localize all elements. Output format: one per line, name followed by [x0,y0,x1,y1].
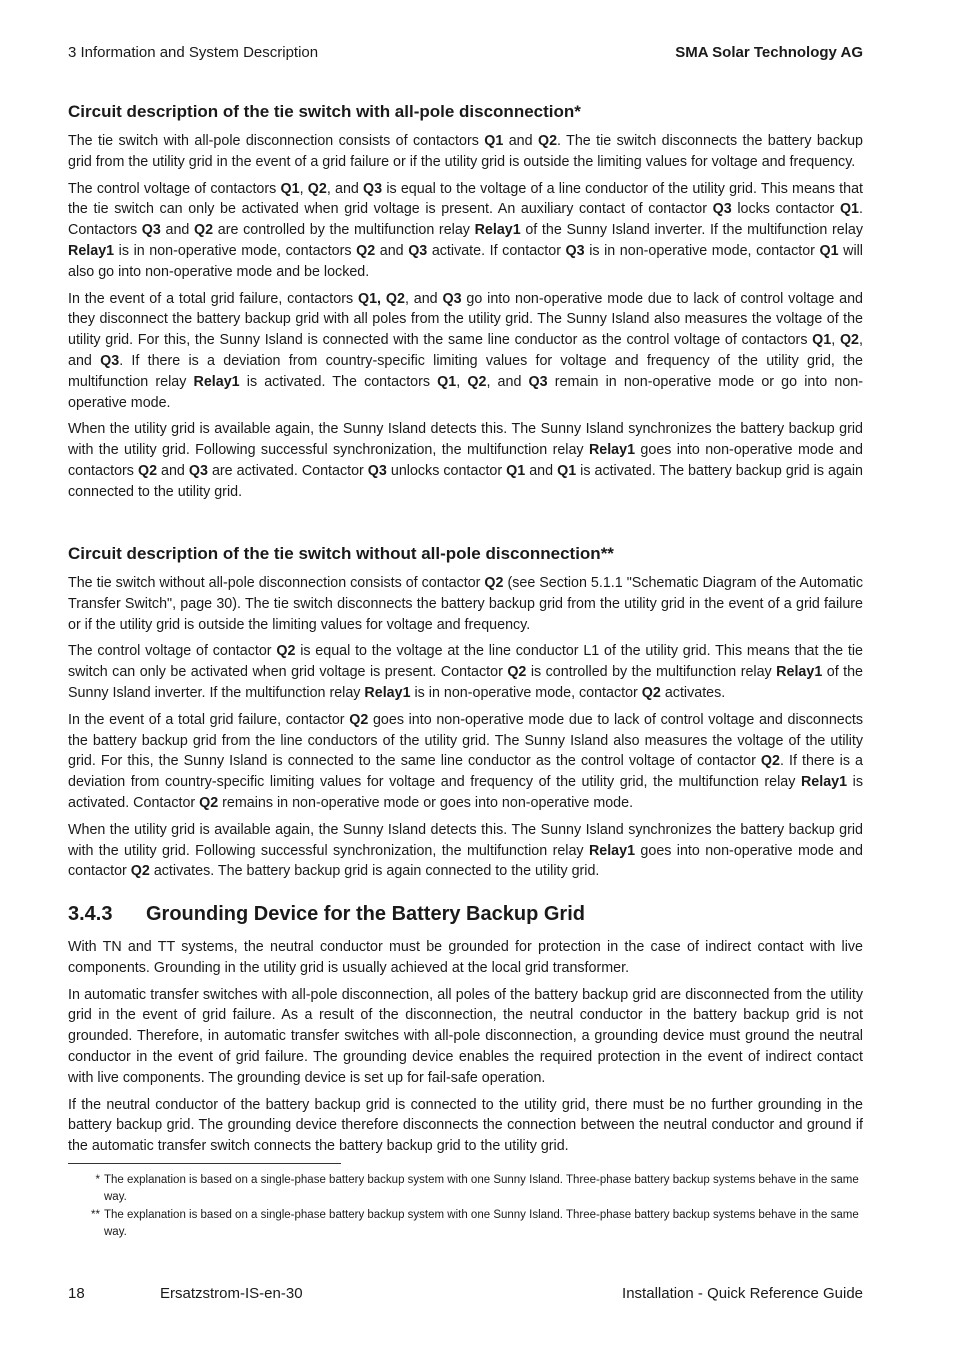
paragraph: In the event of a total grid failure, contactors Q1, Q2, and Q3 go into non-operative mode due to lack of control voltage and they disconnect the battery backup grid with all poles from the utility grid. The Sunny Island also measures the voltage of the utility grid. For this, the Sunny Island is connected with the same line conductor as the control voltage of contactors Q1, Q2, and Q3. If there is a deviation from country-specific limiting values for voltage and frequency of the utility grid, the multifunction relay Relay1 is activated. The contactors Q1, Q2, and Q3 remain in non-operative mode or go into non-operative mode. [68,290,864,411]
bold-term: Q1 [437,373,457,390]
bold-term: Q1, Q2 [357,290,405,307]
bold-term: Q3 [712,201,732,218]
footnote-text: The explanation is based on a single-phase battery backup system with one Sunny Island. Three-phase battery backup systems behave in the same way. [104,1174,859,1203]
bold-term: Relay1 [588,842,636,859]
section-heading: Circuit description of the tie switch without all-pole disconnection** [68,544,614,563]
paragraph: When the utility grid is available again, the Sunny Island detects this. The Sunny Island synchronizes the battery backup grid with the utility grid. Following successful synchronization, the multifunction relay Relay1 goes into non-operative mode and contactor Q2 activates. The battery backup grid is again connected to the utility grid. [68,821,863,880]
section-heading: Circuit description of the tie switch with all-pole disconnection* [68,102,581,121]
bold-term: Q2 [349,711,369,728]
paragraph: With TN and TT systems, the neutral conductor must be grounded for protection in the case of indirect contact with live components. Grounding in the utility grid is usually achieved at the local grid transformer. [68,939,863,976]
subsection-title: Grounding Device for the Battery Backup Grid [146,903,585,925]
bold-term: Q2 [484,575,504,591]
bold-term: Relay1 [588,442,636,459]
subsection-number: 3.4.3 [68,903,113,925]
bold-term: Q2 [839,332,860,349]
bold-term: Q1 [484,133,504,149]
section2-paragraphs [68,573,863,882]
bold-term: Q2 [276,643,296,660]
bold-term: Q3 [565,242,585,259]
bold-term: Relay1 [800,774,848,791]
bold-term: Relay1 [68,242,115,259]
bold-term: Q1 [819,242,839,259]
paragraph: In the event of a total grid failure, contactor Q2 goes into non-operative mode due to lack of control voltage and disconnects the battery backup grid from the line conductors of the utility grid. The Sunny Island also measures the voltage of the utility grid. For this, the Sunny Island is connected to the same line conductor as the control voltage of contactor Q2. If there is a deviation from country-specific limiting values for voltage and frequency of the utility grid, the multifunction relay Relay1 is activated. Contactor Q2 remains in non-operative mode or goes into non-operative mode. [68,711,864,811]
bold-term: Q2 [467,373,487,390]
subsection-heading [68,903,863,926]
bold-term: Q2 [137,462,158,479]
paragraph: The tie switch without all-pole disconnection consists of contactor Q2 (see Section 5.1.1 "Schematic Diagram of the Automatic Transfer Switch", page 30). The tie switch disconnects the battery backup grid from the utility grid in the event of a grid failure or if the utility grid is outside the limiting values for voltage and frequency. [68,575,864,633]
bold-term: Q2 [307,180,327,197]
footnote [68,1172,863,1206]
bold-term: Relay1 [776,664,823,681]
bold-term: Q2 [356,242,376,259]
bold-term: Relay1 [364,684,411,701]
document-title: Installation - Quick Reference Guide [622,1285,863,1302]
bold-term: Q3 [188,462,208,479]
bold-term: Q1 [280,180,300,197]
bold-term: Q3 [100,352,120,369]
footnote-mark: ** [91,1209,100,1221]
bold-term: Q2 [194,222,214,239]
paragraph: The control voltage of contactor Q2 is equal to the voltage at the line conductor L1 of the utility grid. This means that the tie switch can only be activated when grid voltage is present. Contactor Q2 is controlled by the multifunction relay Relay1 of the Sunny Island inverter. If the multifunction relay Relay1 is in non-operative mode, contactor Q2 activates. [68,643,864,701]
paragraph: In automatic transfer switches with all-pole disconnection, all poles of the battery backup grid are disconnected from the utility grid in the event of grid failure. As a result of the disconnection, the neutral conductor in the battery backup grid is not grounded. Therefore, in automatic transfer switches with all-pole disconnection, a grounding device must ground the neutral conductor in the event of grid failure. The grounding device enables the required protection in the event of indirect contact with live components. The grounding device is set up for fail-safe operation. [68,986,863,1086]
bold-term: Q2 [641,684,661,701]
paragraph: The control voltage of contactors Q1, Q2, and Q3 is equal to the voltage of a line conductor of the utility grid. This means that the tie switch can only be activated when grid voltage is present. An auxiliary contact of contactor Q3 locks contactor Q1. Contactors Q3 and Q2 are controlled by the multifunction relay Relay1 of the Sunny Island inverter. If the multifunction relay Relay1 is in non-operative mode, contactors Q2 and Q3 activate. If contactor Q3 is in non-operative mode, contactor Q1 will also go into non-operative mode and be locked. [68,180,864,280]
footnote-divider [68,1163,341,1164]
bold-term: Q3 [367,462,387,479]
paragraph: The tie switch with all-pole disconnection consists of contactors Q1 and Q2. The tie switch disconnects the battery backup grid from the utility grid in the event of a grid failure or if the utility grid is outside the limiting values for voltage and frequency. [68,133,863,170]
bold-term: Q3 [528,373,548,390]
bold-term: Q1 [557,462,577,479]
bold-term: Q3 [442,290,462,307]
section-with-all-pole [68,102,863,122]
paragraph: When the utility grid is available again, the Sunny Island detects this. The Sunny Island synchronizes the battery backup grid with the utility grid. Following successful synchronization, the multifunction relay Relay1 goes into non-operative mode and contactors Q2 and Q3 are activated. Contactor Q3 unlocks contactor Q1 and Q1 is activated. The battery backup grid is again connected to the utility grid. [68,421,863,500]
footnote [68,1207,863,1241]
bold-term: Q1 [812,332,832,349]
section1-paragraphs [68,131,863,503]
footnote-mark: * [95,1174,100,1186]
bold-term: Q1 [839,201,860,218]
footnote-text: The explanation is based on a single-phase battery backup system with one Sunny Island. Three-phase battery backup systems behave in the same way. [104,1209,859,1238]
bold-term: Q2 [199,794,219,811]
bold-term: Q2 [537,133,558,149]
bold-term: Q2 [130,863,150,880]
bold-term: Q3 [141,222,161,239]
bold-term: Q3 [408,242,428,259]
section-without-all-pole [68,544,863,564]
page-number: 18 [68,1285,85,1302]
bold-term: Q2 [760,753,780,770]
paragraph: If the neutral conductor of the battery backup grid is connected to the utility grid, there must be no further grounding in the battery backup grid. The grounding device therefore disconnects the connection between the neutral conductor and ground if the automatic transfer switch connects the battery backup grid to the utility grid. [68,1096,863,1155]
running-header-company: SMA Solar Technology AG [675,44,863,61]
section3-paragraphs [68,937,863,1157]
document-id: Ersatzstrom-IS-en-30 [160,1285,303,1302]
bold-term: Q1 [506,462,526,479]
bold-term: Q3 [363,180,383,197]
bold-term: Relay1 [474,222,521,239]
running-header-chapter: 3 Information and System Description [68,44,319,61]
bold-term: Relay1 [193,373,240,390]
bold-term: Q2 [507,664,527,681]
